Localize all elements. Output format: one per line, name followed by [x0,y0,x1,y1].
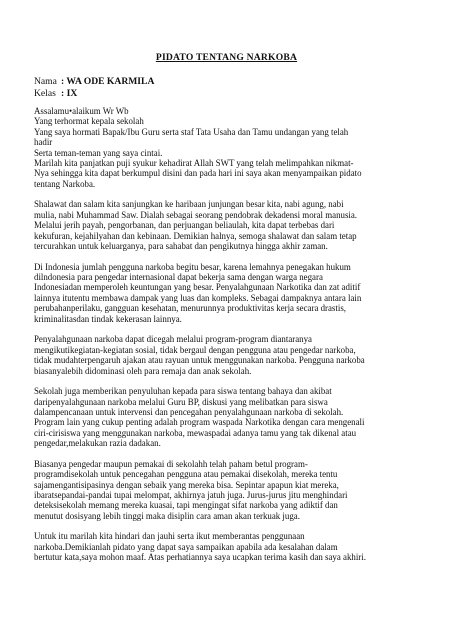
text-line: ibaratsepandai-pandai tupai melompat, akhirnya jatuh juga. Jurus-jurus jitu menghindari [34,489,348,500]
text-line: deteksisekolah memang mereka kuasai, tapi mengingat sifat narkoba yang adiktif dan [34,500,338,511]
text-line: kriminalitasdan tindak kekerasan lainnya. [34,313,182,324]
text-line: Program lain yang cukup penting adalah program waspada Narkotika dengan cara mengenali [34,417,365,428]
text-line: Untuk itu marilah kita hindari dan jauhi serta ikut memberantas penggunaan [34,531,305,542]
paragraph-gap [34,449,426,459]
text-line: programdisekolah untuk pencegahan pengguna atau pemakai disekolah, mereka tentu [34,469,338,480]
text-line: daripenyalahgunaan narkoba melalui Guru BP, diskusi yang melibatkan para siswa [34,396,328,407]
text-line: Shalawat dan salam kita sanjungkan ke haribaan junjungan besar kita, nabi agung, nabi [34,199,344,210]
text-line: Marilah kita panjatkan puji syukur kehadirat Allah SWT yang telah melimpahkan nikmat- [34,158,354,169]
text-line: Melalui jerih payah, pengorbanan, dan perjuangan beliaulah, kita dapat terbebas dari [34,220,335,231]
paragraph [34,199,426,251]
paragraph [34,106,426,189]
text-line: dalampencanaan untuk intervensi dan pencegahan penyalahgunaan narkoba di sekolah. [34,406,344,417]
text-line: pengedar,melakukan razia dadakan. [34,438,161,449]
text-line: mengikutikegiatan-kegiatan sosial, tidak bergaul dengan pengguna atau pengedar narkoba, [34,344,356,355]
text-line: tentang Narkoba. [34,178,96,189]
text-line: Sekolah juga memberikan penyuluhan kepada para siswa tentang bahaya dan akibat [34,386,332,397]
text-line: Indonesiadan memperoleh keuntungan yang besar. Penyalahgunaan Narkotika dan zat aditif [34,282,361,293]
paragraph-gap [34,251,426,261]
text-line: tercurahkan untuk keluarganya, para sahabat dan pengikutnya hingga akhir zaman. [34,241,328,252]
text-line: perubahanperilaku, gangguan kesehatan, menurunnya produktivitas kerja secara drastis, [34,303,346,314]
text-line: tidak mudahterpengaruh ajakan atau rayuan untuk menggunakan narkoba. Pengguna narkoba [34,355,365,366]
text-line: mulia, nabi Muhammad Saw. Dialah sebagai seorang pendobrak dekadensi moral manusia. [34,209,358,220]
text-line: narkoba.Demikianlah pidato yang dapat saya sampaikan apabila ada kesalahan dalam [34,541,338,552]
text-line: Serta teman-teman yang saya cintai. [34,147,163,158]
text-line: sajamengantisipasinya dengan sebaik yang mereka bisa. Sepintar apapun kiat mereka, [34,479,339,490]
text-line: Nya sehingga kita dapat berkumpul disini dan pada hari ini saya akan menyampaikan pidato [34,168,362,179]
class-label: Kelas [34,88,56,99]
paragraph [34,262,426,324]
paragraph-gap [34,189,426,199]
paragraph-gap [34,376,426,386]
text-line: Assalamu•alaikum Wr Wb [34,106,129,116]
name-value: : WA ODE KARMILA [61,76,155,87]
text-line: ciri-cirisiswa yang menggunakan narkoba, mewaspadai adanya tamu yang tak dikenal atau [34,427,357,438]
name-label: Nama [34,76,57,87]
class-value: : IX [61,88,78,99]
paragraph [34,531,426,562]
paragraph [34,386,426,448]
text-line: Di Indonesia jumlah pengguna narkoba begitu besar, karena lemahnya penegakan hukum [34,261,351,272]
text-line: Penyalahgunaan narkoba dapat dicegah melalui program-program diantaranya [34,334,312,345]
text-line: hadir [34,137,53,148]
paragraph [34,334,426,376]
paragraph [34,459,426,521]
class-row [34,88,154,100]
text-line: Biasanya pengedar maupun pemakai di sekolahh telah paham betul program- [34,458,308,469]
text-line: kekufuran, kejahilyahan dan kebinaan. Demikian halnya, semoga shalawat dan salam tetap [34,230,357,241]
text-line: biasanyalebih didominasi oleh para remaja dan anak sekolah. [34,365,252,376]
text-line: bertutur kata,saya mohon maaf. Atas perhatiannya saya ucapkan terima kasih dan saya akhiri. [34,552,366,563]
speech-body [34,106,426,563]
paragraph-gap [34,521,426,531]
text-line: menutut dosisyang lebih tinggi maka disiplin cara aman akan terkuak juga. [34,510,300,521]
author-info [34,76,154,100]
text-line: lainnya itutentu membawa dampak yang luas dan kompleks. Sebagai dampaknya antara lain [34,292,362,303]
name-row [34,76,154,88]
paragraph-gap [34,324,426,334]
text-line: dilndonesia para pengedar internasional dapat bekerja sama dengan warga negara [34,272,323,283]
text-line: Yang saya hormati Bapak/Ibu Guru serta staf Tata Usaha dan Tamu undangan yang telah [34,126,349,137]
text-line: Yang terhormat kepala sekolah [34,116,144,127]
document-title: PIDATO TENTANG NARKOBA [155,52,298,63]
